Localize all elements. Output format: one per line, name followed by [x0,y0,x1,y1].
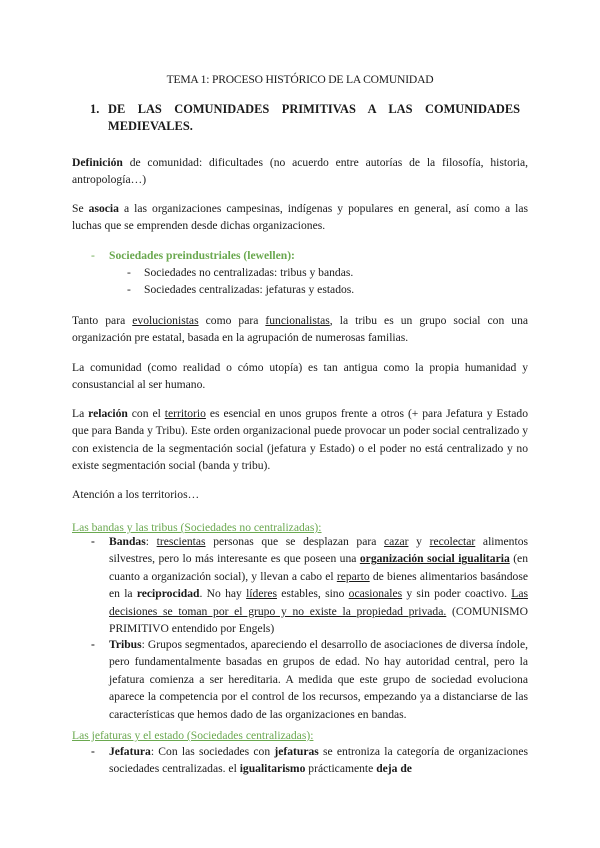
definition-text: de comunidad: dificultades (no acuerdo entre autorías de la filosofía, historia, antropología…) [72,156,528,187]
bandas-text: (COMUNISMO PRIMITIVO entendido por Engels) [109,604,528,636]
bandas-text: personas que se desplazan para [205,535,385,548]
jefatura-bold: igualitarismo [239,762,306,776]
jefatura-dash: - [91,745,95,758]
page-title: TEMA 1: PROCESO HISTÓRICO DE LA COMUNIDAD [166,73,434,86]
bandas-underlined: cazar [384,535,409,548]
relacion-text: La [72,407,89,420]
bandas-underlined: Las decisiones se toman por el grupo y no existe la propiedad privada. [109,587,528,618]
relacion-text: es esencial en unos grupos frente a otros (+ para Jefatura y Estado que para Banda y Tribu). Este orden organizacional puede provocar un poder social centralizado y con existencia de la segmentación social (jefatura y Estado) o el poder no está centralizado y no existe segmentación social (banda y tribu). [72,407,528,473]
territorio-text: territorio [164,407,206,420]
preindustrial-item: Sociedades centralizadas: jefaturas y estados. [144,283,355,296]
bandas-text: : [145,535,157,548]
jefatura-paragraph [109,743,528,778]
relacion-text: con el [127,407,165,420]
relacion-paragraph [72,405,528,475]
tribus-paragraph [109,636,528,723]
tanto-text: como para [198,314,266,327]
jefatura-text: : Con las sociedades con [150,745,275,758]
tanto-text: Tanto para [72,314,133,327]
evolucionistas-text: evolucionistas [132,314,199,327]
definition-bold: Definición [72,156,123,169]
tanto-paragraph [72,312,528,347]
bandas-underlined: reparto [336,569,370,583]
section-title: DE LAS COMUNIDADES PRIMITIVAS A LAS COMUNIDADES MEDIEVALES. [108,102,520,133]
asocia-text: a las organizaciones campesinas, indígenas y populares en general, así como a las luchas que se emprenden desde dichas organizaciones. [72,202,529,233]
jefatura-bold: deja de [376,762,412,776]
preindustrial-item: Sociedades no centralizadas: tribus y bandas. [144,266,354,279]
jefatura-text: se entroniza la categoría de organizaciones sociedades centralizadas. el [109,745,528,776]
bandas-text: (en cuanto a organización social), y llevan a cabo el [109,552,528,583]
bandas-text: y sin poder coactivo. [402,587,512,601]
bandas-text: . No hay [199,587,247,601]
bandas-underlined: recolectar [429,535,476,548]
asocia-paragraph [72,200,528,235]
bandas-underlined: ocasionales [348,587,403,601]
atencion-paragraph: Atención a los territorios… [72,488,200,501]
bandas-bold: reciprocidad [136,587,200,601]
relacion-bold: relación [88,407,128,420]
jefatura-text: prácticamente [305,762,377,776]
comunidad-paragraph: La comunidad (como realidad o cómo utopía) es tan antigua como la propia humanidad y consustancial al ser humano. [72,361,528,392]
jefatura-label: Jefatura [109,745,151,758]
asocia-bold: asocia [88,202,119,215]
bandas-text: alimentos silvestres, pero lo más interesante es que poseen una [109,535,529,566]
funcionalistas-text: funcionalistas [265,314,330,327]
bandas-text: y [408,535,430,548]
section-number: 1. [90,102,100,116]
bandas-dash: - [91,535,95,548]
definition-paragraph [72,154,528,189]
tribus-label: Tribus [109,638,142,651]
bandas-underlined: trescientas [156,535,206,548]
bandas-text: de bienes alimentarios basándose en la [109,569,528,601]
preindustrial-label: Sociedades preindustriales (lewellen): [109,249,295,262]
bandas-label: Bandas [109,535,146,548]
asocia-pre: Se [72,202,89,215]
bandas-paragraph [109,533,528,637]
tribus-text: : Grupos segmentados, apareciendo el desarrollo de asociaciones de diversa índole, pero fundamentalmente basadas en grupos de edad. No hay autoridad central, pero la jefatura comienza a ser hereditaria. A medida que este grupo de sociedad evoluciona aparece la competencia por el control de los recursos, empezando ya a distanciarse de las características que hemos dado de las organizaciones en bandas. [109,638,528,721]
sub-dash: - [127,266,131,279]
jefaturas-heading: Las jefaturas y el estado (Sociedades centralizadas): [72,729,314,742]
jefatura-bold: jefaturas [274,745,319,758]
preindustrial-dash: - [91,249,95,262]
tanto-text: , la tribu es un grupo social con una organización pre estatal, basada en la agrupación de numerosas familias. [72,314,529,345]
bandas-underlined: líderes [246,587,277,601]
bandas-heading: Las bandas y las tribus (Sociedades no centralizadas): [72,521,322,534]
tribus-dash: - [91,638,95,651]
bandas-text: estables, sino [276,587,349,601]
sub-dash: - [127,283,131,296]
bandas-bold-underlined: organización social igualitaria [359,552,510,566]
